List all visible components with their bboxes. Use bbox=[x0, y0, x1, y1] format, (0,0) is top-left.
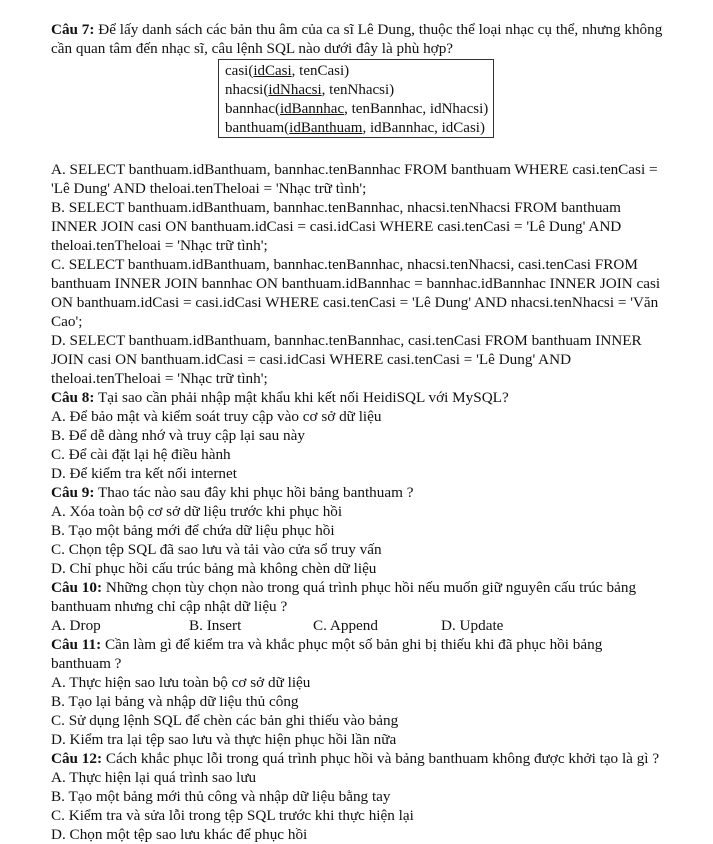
q7-option-d-line-3: theloai.tenTheloai = 'Nhạc trữ tình'; bbox=[51, 370, 268, 387]
schema-row-nhacsi: nhacsi(idNhacsi, tenNhacsi) bbox=[225, 82, 395, 98]
q10-stem-line-1 bbox=[51, 578, 691, 597]
q7-option-b-line-2: INNER JOIN casi ON banthuam.idCasi = casi.idCasi WHERE casi.tenCasi = 'Lê Dung' AND bbox=[51, 218, 622, 235]
q8-option-d: D. Để kiểm tra kết nối internet bbox=[51, 465, 237, 482]
q12-option-b: B. Tạo một bảng mới thủ công và nhập dữ liệu bằng tay bbox=[51, 788, 391, 805]
schema-row-banthuam: banthuam(idBanthuam, idBannhac, idCasi) bbox=[225, 120, 485, 136]
q9-option-b: B. Tạo một bảng mới để chứa dữ liệu phục hồi bbox=[51, 522, 335, 539]
q9-option-c: C. Chọn tệp SQL đã sao lưu và tải vào cửa sổ truy vấn bbox=[51, 541, 382, 558]
q7-option-b-line-1: B. SELECT banthuam.idBanthuam, bannhac.tenBannhac, nhacsi.tenNhacsi FROM banthuam bbox=[51, 199, 621, 216]
q7-option-c-line-4: Cao'; bbox=[51, 313, 83, 330]
q11-option-c: C. Sử dụng lệnh SQL để chèn các bản ghi thiếu vào bảng bbox=[51, 712, 399, 729]
schema-row-bannhac: bannhac(idBannhac, tenBannhac, idNhacsi) bbox=[225, 101, 489, 117]
q8-option-a: A. Để bảo mật và kiểm soát truy cập vào cơ sở dữ liệu bbox=[51, 408, 382, 425]
q7-text-1: Để lấy danh sách các bản thu âm của ca sĩ Lê Dung, thuộc thể loại nhạc cụ thể, nhưng không bbox=[98, 21, 663, 38]
q7-option-a-line-1: A. SELECT banthuam.idBanthuam, bannhac.tenBannhac FROM banthuam WHERE casi.tenCasi = bbox=[51, 161, 658, 178]
q7-option-c-line-1: C. SELECT banthuam.idBanthuam, bannhac.tenBannhac, nhacsi.tenNhacsi, casi.tenCasi FROM bbox=[51, 256, 638, 273]
primary-key: idCasi bbox=[253, 63, 292, 79]
q11-option-d: D. Kiểm tra lại tệp sao lưu và thực hiện phục hồi lần nữa bbox=[51, 731, 397, 748]
q12-option-a: A. Thực hiện lại quá trình sao lưu bbox=[51, 769, 257, 786]
q11-number: Câu 11: bbox=[51, 636, 102, 653]
q7-option-b-line-3: theloai.tenTheloai = 'Nhạc trữ tình'; bbox=[51, 237, 268, 254]
q8-text: Tại sao cần phải nhập mật khẩu khi kết nối HeidiSQL với MySQL? bbox=[98, 389, 509, 406]
q8-option-b: B. Để dễ dàng nhớ và truy cập lại sau này bbox=[51, 427, 305, 444]
primary-key: idNhacsi bbox=[268, 82, 322, 98]
q10-stem-line-2: banthuam nhưng chỉ cập nhật dữ liệu ? bbox=[51, 598, 288, 615]
q12-stem bbox=[51, 749, 691, 768]
q7-option-c-line-3: ON banthuam.idCasi = casi.idCasi WHERE casi.tenCasi = 'Lê Dung' AND nhacsi.tenNhacsi = 'Văn bbox=[51, 294, 659, 311]
q7-number: Câu 7: bbox=[51, 21, 95, 38]
q7-option-d-line-2: JOIN casi ON banthuam.idCasi = casi.idCasi WHERE casi.tenCasi = 'Lê Dung' AND bbox=[51, 351, 572, 368]
primary-key: idBannhac bbox=[279, 101, 345, 117]
q9-option-d: D. Chỉ phục hồi cấu trúc bảng mà không chèn dữ liệu bbox=[51, 560, 377, 577]
q10-option-c: C. Append bbox=[313, 617, 378, 634]
q10-number: Câu 10: bbox=[51, 579, 103, 596]
q10-text-1: Những chọn tùy chọn nào trong quá trình phục hồi nếu muốn giữ nguyên cấu trúc bảng bbox=[105, 579, 637, 596]
q8-number: Câu 8: bbox=[51, 389, 95, 406]
q9-text: Thao tác nào sau đây khi phục hồi bảng banthuam ? bbox=[98, 484, 414, 501]
q7-stem-line-1 bbox=[51, 20, 691, 39]
q9-stem bbox=[51, 483, 691, 502]
q8-stem bbox=[51, 388, 691, 407]
q9-number: Câu 9: bbox=[51, 484, 95, 501]
q11-stem-line-1 bbox=[51, 635, 691, 654]
q11-option-b: B. Tạo lại bảng và nhập dữ liệu thủ công bbox=[51, 693, 299, 710]
q7-stem-line-2: cần quan tâm đến nhạc sĩ, câu lệnh SQL nào dưới đây là phù hợp? bbox=[51, 40, 454, 57]
q12-text: Cách khắc phục lỗi trong quá trình phục hồi và bảng banthuam không được khởi tạo là gì ? bbox=[105, 750, 660, 767]
q12-option-c: C. Kiểm tra và sửa lỗi trong tệp SQL trước khi thực hiện lại bbox=[51, 807, 414, 824]
q12-option-d: D. Chọn một tệp sao lưu khác để phục hồi bbox=[51, 826, 308, 843]
q11-stem-line-2: banthuam ? bbox=[51, 655, 122, 672]
q10-option-a: A. Drop bbox=[51, 617, 101, 634]
primary-key: idBanthuam bbox=[289, 120, 363, 136]
schema-box bbox=[218, 59, 494, 138]
q7-option-a-line-2: 'Lê Dung' AND theloai.tenTheloai = 'Nhạc trữ tình'; bbox=[51, 180, 367, 197]
q10-option-d: D. Update bbox=[441, 617, 504, 634]
q7-option-c-line-2: banthuam INNER JOIN bannhac ON banthuam.idBannhac = bannhac.idBannhac INNER JOIN casi bbox=[51, 275, 661, 292]
schema-row-casi: casi(idCasi, tenCasi) bbox=[225, 63, 350, 79]
q9-option-a: A. Xóa toàn bộ cơ sở dữ liệu trước khi phục hồi bbox=[51, 503, 343, 520]
q7-option-d-line-1: D. SELECT banthuam.idBanthuam, bannhac.tenBannhac, casi.tenCasi FROM banthuam INNER bbox=[51, 332, 642, 349]
q12-number: Câu 12: bbox=[51, 750, 103, 767]
q11-option-a: A. Thực hiện sao lưu toàn bộ cơ sở dữ liệu bbox=[51, 674, 311, 691]
q11-text-1: Cần làm gì để kiểm tra và khắc phục một số bản ghi bị thiếu khi đã phục hồi bảng bbox=[105, 636, 603, 653]
q10-option-b: B. Insert bbox=[189, 617, 242, 634]
q8-option-c: C. Để cài đặt lại hệ điều hành bbox=[51, 446, 231, 463]
